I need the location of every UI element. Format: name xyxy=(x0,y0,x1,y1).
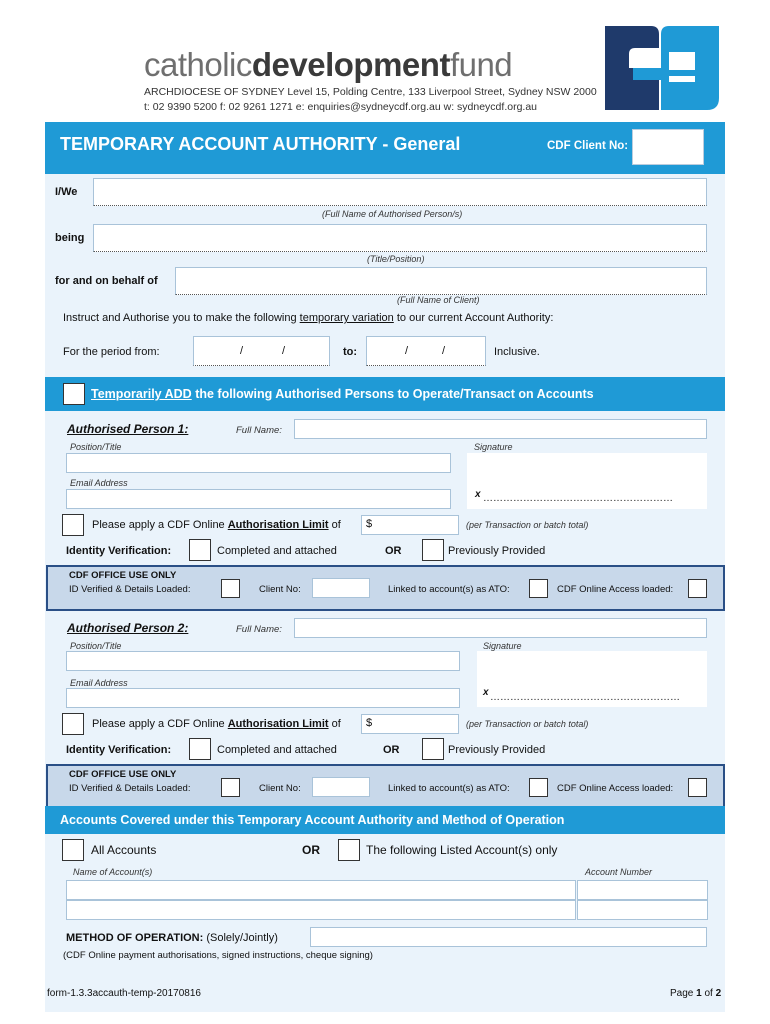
person1-completed-label: Completed and attached xyxy=(217,545,337,557)
all-accounts-label: All Accounts xyxy=(91,843,157,857)
person1-position-input[interactable] xyxy=(66,453,451,473)
period-from-input[interactable] xyxy=(193,336,330,366)
person2-sign-x: x xyxy=(483,687,489,698)
behalf-caption: (Full Name of Client) xyxy=(397,295,480,305)
person1-office-client: Client No: xyxy=(259,584,301,595)
person1-office-online-checkbox[interactable] xyxy=(688,579,707,598)
person1-limit-checkbox[interactable] xyxy=(62,514,84,536)
client-no-input[interactable] xyxy=(632,129,704,165)
person1-id-label: Identity Verification: xyxy=(66,545,172,557)
instruct-text: Instruct and Authorise you to make the following temporary variation to our current Account Authority: xyxy=(63,312,554,324)
person1-previous-checkbox[interactable] xyxy=(422,539,444,561)
person1-position-label: Position/Title xyxy=(70,442,122,452)
to-label: to: xyxy=(343,346,358,358)
from-slash-1: / xyxy=(240,345,244,357)
to-slash-1: / xyxy=(405,345,409,357)
person1-per-tx: (per Transaction or batch total) xyxy=(466,520,589,530)
period-to-input[interactable] xyxy=(366,336,486,366)
person1-office-id-checkbox[interactable] xyxy=(221,579,240,598)
person1-email-input[interactable] xyxy=(66,489,451,509)
listed-accounts-label: The following Listed Account(s) only xyxy=(366,843,558,857)
person1-heading: Authorised Person 1: xyxy=(67,422,189,436)
iwe-label: I/We xyxy=(55,186,78,198)
person2-previous-checkbox[interactable] xyxy=(422,738,444,760)
person1-office-id: ID Verified & Details Loaded: xyxy=(69,584,191,595)
being-caption: (Title/Position) xyxy=(367,254,425,264)
person2-limit-checkbox[interactable] xyxy=(62,713,84,735)
person1-previous-label: Previously Provided xyxy=(448,545,546,557)
address-line: ARCHDIOCESE OF SYDNEY Level 15, Polding Centre, 133 Liverpool Street, Sydney NSW 2000 xyxy=(144,86,597,98)
person2-office-online-checkbox[interactable] xyxy=(688,778,707,797)
person2-fullname-label: Full Name: xyxy=(236,624,282,635)
person2-office-client-input[interactable] xyxy=(312,777,370,797)
person2-completed-checkbox[interactable] xyxy=(189,738,211,760)
person2-office-online: CDF Online Access loaded: xyxy=(557,783,674,794)
person2-limit-input[interactable] xyxy=(361,714,459,734)
person2-email-label: Email Address xyxy=(70,678,128,688)
listed-accounts-checkbox[interactable] xyxy=(338,839,360,861)
form-title: TEMPORARY ACCOUNT AUTHORITY - General xyxy=(60,134,461,154)
form-code: form-1.3.3accauth-temp-20170816 xyxy=(47,988,201,999)
account-name-input-1[interactable] xyxy=(66,880,576,900)
person2-dollar: $ xyxy=(366,717,373,729)
account-number-column: Account Number xyxy=(585,867,653,877)
to-slash-2: / xyxy=(442,345,446,357)
person1-dollar: $ xyxy=(366,518,373,530)
person2-office-id: ID Verified & Details Loaded: xyxy=(69,783,191,794)
person1-fullname-label: Full Name: xyxy=(236,425,282,436)
being-label: being xyxy=(55,232,85,244)
all-accounts-checkbox[interactable] xyxy=(62,839,84,861)
account-name-column: Name of Account(s) xyxy=(73,867,153,877)
person2-sign-line: ………………………………………………… xyxy=(490,692,680,703)
person2-signature-label: Signature xyxy=(483,641,522,651)
account-number-input-2[interactable] xyxy=(577,900,708,920)
person1-email-label: Email Address xyxy=(70,478,128,488)
from-slash-2: / xyxy=(282,345,286,357)
person1-sign-x: x xyxy=(475,489,481,500)
person2-heading: Authorised Person 2: xyxy=(67,621,189,635)
person2-office-title: CDF OFFICE USE ONLY xyxy=(69,769,177,780)
client-no-label: CDF Client No: xyxy=(547,140,629,152)
person2-office-linked-checkbox[interactable] xyxy=(529,778,548,797)
person2-or: OR xyxy=(383,744,400,756)
method-note: (CDF Online payment authorisations, signed instructions, cheque signing) xyxy=(63,950,373,961)
account-number-input-1[interactable] xyxy=(577,880,708,900)
person1-office-linked-checkbox[interactable] xyxy=(529,579,548,598)
person1-limit-input[interactable] xyxy=(361,515,459,535)
person2-office-linked: Linked to account(s) as ATO: xyxy=(388,783,510,794)
person2-office-client: Client No: xyxy=(259,783,301,794)
iwe-caption: (Full Name of Authorised Person/s) xyxy=(322,209,463,219)
person2-per-tx: (per Transaction or batch total) xyxy=(466,719,589,729)
authorised-persons-input[interactable] xyxy=(93,178,707,206)
add-persons-checkbox[interactable] xyxy=(63,383,85,405)
account-name-input-2[interactable] xyxy=(66,900,576,920)
client-name-input[interactable] xyxy=(175,267,707,295)
person2-limit-text: Please apply a CDF Online Authorisation Limit of xyxy=(92,718,341,730)
period-label: For the period from: xyxy=(63,346,160,358)
behalf-label: for and on behalf of xyxy=(55,275,158,287)
person1-limit-text: Please apply a CDF Online Authorisation Limit of xyxy=(92,519,341,531)
person1-completed-checkbox[interactable] xyxy=(189,539,211,561)
person2-previous-label: Previously Provided xyxy=(448,744,546,756)
person1-or: OR xyxy=(385,545,402,557)
cdf-cross-logo-icon xyxy=(603,24,721,112)
person2-office-id-checkbox[interactable] xyxy=(221,778,240,797)
contact-line: t: 02 9390 5200 f: 02 9261 1271 e: enquiries@sydneycdf.org.au w: sydneycdf.org.au xyxy=(144,101,538,113)
person1-sign-line: ………………………………………………… xyxy=(483,493,673,504)
person1-office-online: CDF Online Access loaded: xyxy=(557,584,674,595)
page-number: Page 1 of 2 xyxy=(670,988,722,999)
person2-position-label: Position/Title xyxy=(70,641,122,651)
person1-office-title: CDF OFFICE USE ONLY xyxy=(69,570,177,581)
title-position-input[interactable] xyxy=(93,224,707,252)
person1-fullname-input[interactable] xyxy=(294,419,707,439)
method-label: METHOD OF OPERATION: (Solely/Jointly) xyxy=(66,932,278,944)
person1-office-client-input[interactable] xyxy=(312,578,370,598)
brand-wordmark: catholicdevelopmentfund xyxy=(144,46,513,83)
add-section-title: Temporarily ADD the following Authorised Persons to Operate/Transact on Accounts xyxy=(91,387,594,401)
person2-position-input[interactable] xyxy=(66,651,460,671)
person2-id-label: Identity Verification: xyxy=(66,744,172,756)
accounts-or: OR xyxy=(302,843,320,857)
accounts-section-title: Accounts Covered under this Temporary Account Authority and Method of Operation xyxy=(60,813,565,827)
person2-fullname-input[interactable] xyxy=(294,618,707,638)
person1-office-linked: Linked to account(s) as ATO: xyxy=(388,584,510,595)
inclusive-label: Inclusive. xyxy=(494,346,540,358)
person1-signature-label: Signature xyxy=(474,442,513,452)
person2-completed-label: Completed and attached xyxy=(217,744,337,756)
person2-email-input[interactable] xyxy=(66,688,460,708)
method-input[interactable] xyxy=(310,927,707,947)
